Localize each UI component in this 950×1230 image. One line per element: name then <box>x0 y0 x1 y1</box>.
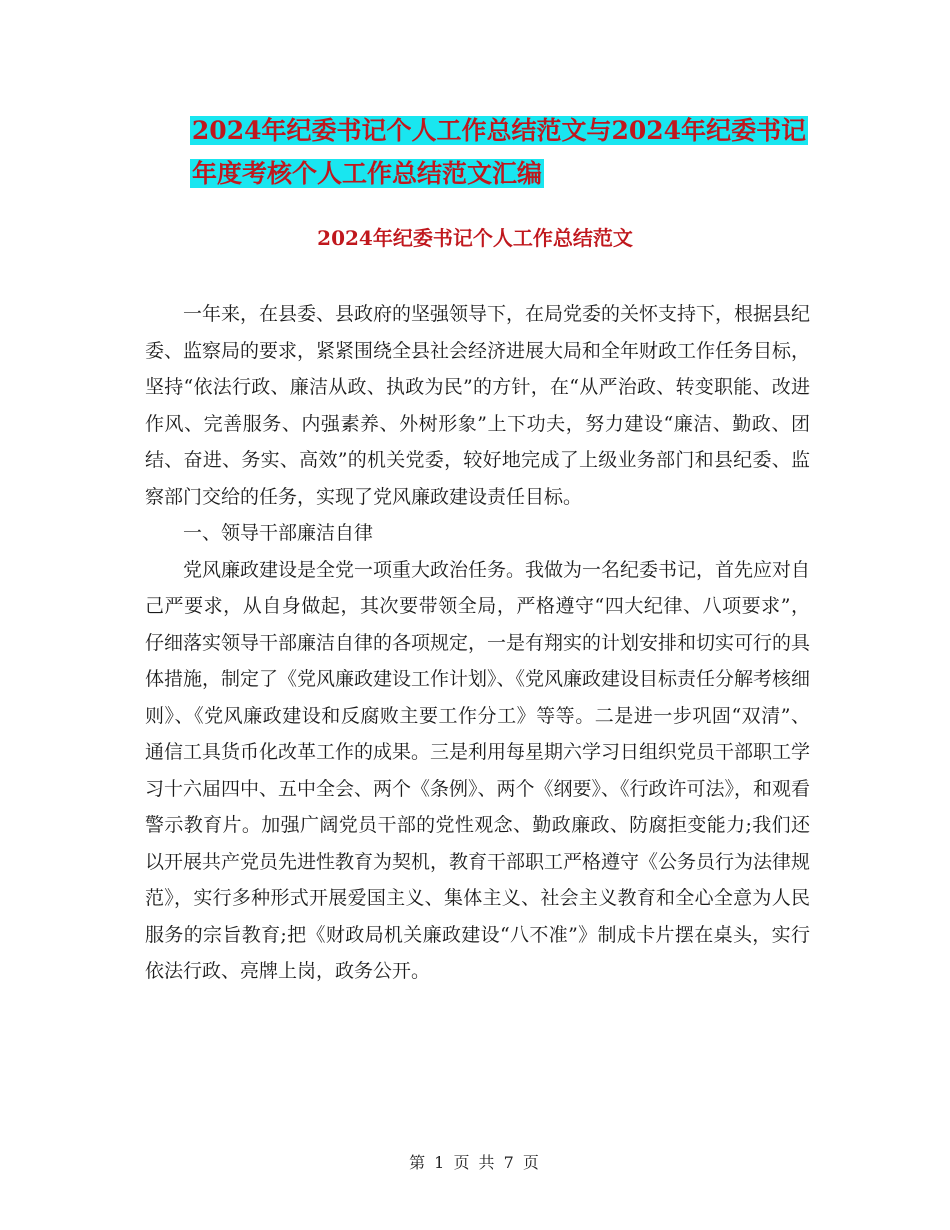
section-title: 2024年纪委书记个人工作总结范文 <box>317 226 633 250</box>
page-number-footer: 第 1 页 共 7 页 <box>409 1153 541 1172</box>
document-body <box>145 296 810 990</box>
paragraph-heading-1: 一、领导干部廉洁自律 <box>183 522 374 544</box>
document-title-line-2 <box>0 156 842 192</box>
paragraph-intro: 一年来，在县委、县政府的坚强领导下，在局党委的关怀支持下，根据县纪委、监察局的要求，紧紧围绕全县社会经济进展大局和全年财政工作任务目标，坚持“依法行政、廉洁从政、执政为民”的方针，在“从严治政、转变职能、改进作风、完善服务、内强素养、外树形象”上下功夫，努力建设“廉洁、勤政、团结、奋进、务实、高效”的机关党委，较好地完成了上级业务部门和县纪委、监察部门交给的任务，实现了党风廉政建设责任目标。 <box>145 303 811 508</box>
paragraph-self-discipline: 党风廉政建设是全党一项重大政治任务。我做为一名纪委书记，首先应对自己严要求，从自身做起，其次要带领全局，严格遵守“四大纪律、八项要求”，仔细落实领导干部廉洁自律的各项规定，一是有翔实的计划安排和切实可行的具体措施，制定了《党风廉政建设工作计划》、《党风廉政建设目标责任分解考核细则》、《党风廉政建设和反腐败主要工作分工》等等。二是进一步巩固“双清”、通信工具货币化改革工作的成果。三是利用每星期六学习日组织党员干部职工学习十六届四中、五中全会、两个《条例》、两个《纲要》、《行政许可法》，和观看警示教育片。加强广阔党员干部的党性观念、勤政廉政、防腐拒变能力;我们还以开展共产党员先进性教育为契机，教育干部职工严格遵守《公务员行为法律规范》，实行多种形式开展爱国主义、集体主义、社会主义教育和全心全意为人民服务的宗旨教育;把《财政局机关廉政建设“八不准”》制成卡片摆在桌头，实行依法行政、亮牌上岗，政务公开。 <box>145 558 811 982</box>
document-title-line-2-text: 年度考核个人工作总结范文汇编 <box>191 159 542 188</box>
document-title-line-1 <box>24 113 950 149</box>
document-title-line-1-text: 2024年纪委书记个人工作总结范文与2024年纪委书记 <box>191 116 807 145</box>
